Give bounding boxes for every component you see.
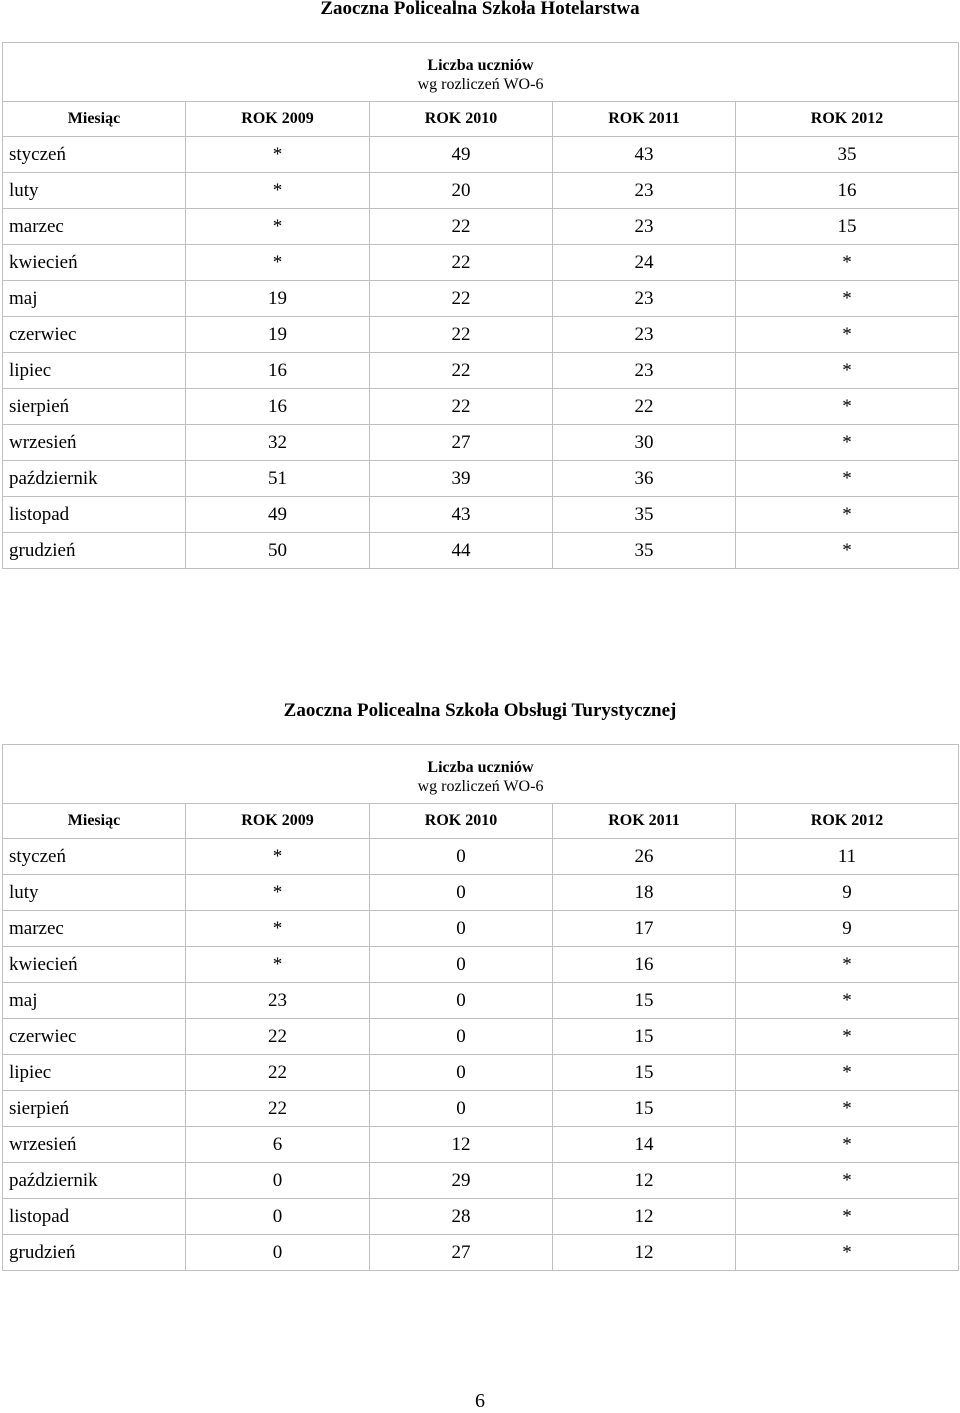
value-cell: 14 <box>553 1127 736 1163</box>
table-row <box>3 389 959 425</box>
value-cell: 24 <box>553 245 736 281</box>
value-cell: 16 <box>553 947 736 983</box>
table-hotelarstwa <box>2 42 959 569</box>
month-cell: październik <box>3 461 186 497</box>
table-row <box>3 1127 959 1163</box>
value-cell: 27 <box>370 425 553 461</box>
month-cell: sierpień <box>3 389 186 425</box>
column-header: ROK 2009 <box>186 102 370 137</box>
value-cell: 19 <box>186 317 370 353</box>
value-cell: * <box>186 911 370 947</box>
value-cell: 39 <box>370 461 553 497</box>
value-cell: * <box>736 281 959 317</box>
table-row <box>3 947 959 983</box>
header-cell <box>3 745 959 804</box>
value-cell: 0 <box>370 1091 553 1127</box>
month-cell: grudzień <box>3 533 186 569</box>
table-row <box>3 875 959 911</box>
value-cell: * <box>186 209 370 245</box>
month-cell: wrzesień <box>3 1127 186 1163</box>
month-cell: kwiecień <box>3 245 186 281</box>
value-cell: 35 <box>553 533 736 569</box>
table-row <box>3 1163 959 1199</box>
value-cell: 22 <box>370 281 553 317</box>
value-cell: 27 <box>370 1235 553 1271</box>
value-cell: 0 <box>186 1235 370 1271</box>
value-cell: 32 <box>186 425 370 461</box>
value-cell: 30 <box>553 425 736 461</box>
value-cell: 15 <box>553 1019 736 1055</box>
table-row <box>3 461 959 497</box>
column-header-row <box>3 804 959 839</box>
table-row <box>3 983 959 1019</box>
value-cell: 0 <box>370 1055 553 1091</box>
value-cell: * <box>736 983 959 1019</box>
value-cell: * <box>186 875 370 911</box>
value-cell: 23 <box>553 173 736 209</box>
value-cell: 12 <box>553 1199 736 1235</box>
column-header: Miesiąc <box>3 102 186 137</box>
value-cell: 26 <box>553 839 736 875</box>
month-cell: czerwiec <box>3 317 186 353</box>
page-number: 6 <box>475 1390 485 1412</box>
value-cell: 35 <box>553 497 736 533</box>
value-cell: * <box>736 1235 959 1271</box>
value-cell: * <box>736 1019 959 1055</box>
value-cell: 12 <box>370 1127 553 1163</box>
column-header: ROK 2011 <box>553 804 736 839</box>
table-row <box>3 1235 959 1271</box>
table-row <box>3 1019 959 1055</box>
value-cell: 44 <box>370 533 553 569</box>
value-cell: * <box>736 1055 959 1091</box>
month-cell: maj <box>3 281 186 317</box>
table-row <box>3 281 959 317</box>
month-cell: lipiec <box>3 1055 186 1091</box>
value-cell: 0 <box>186 1163 370 1199</box>
month-cell: luty <box>3 875 186 911</box>
value-cell: * <box>736 1163 959 1199</box>
value-cell: 0 <box>370 839 553 875</box>
value-cell: 16 <box>186 389 370 425</box>
value-cell: 15 <box>736 209 959 245</box>
table-row <box>3 425 959 461</box>
value-cell: * <box>736 317 959 353</box>
month-cell: styczeń <box>3 839 186 875</box>
value-cell: * <box>736 425 959 461</box>
value-cell: 22 <box>186 1055 370 1091</box>
value-cell: * <box>736 389 959 425</box>
value-cell: 23 <box>553 317 736 353</box>
value-cell: 22 <box>186 1091 370 1127</box>
column-header: ROK 2010 <box>370 804 553 839</box>
table-row <box>3 533 959 569</box>
month-cell: sierpień <box>3 1091 186 1127</box>
value-cell: * <box>736 461 959 497</box>
value-cell: 12 <box>553 1163 736 1199</box>
header-cell <box>3 43 959 102</box>
value-cell: 29 <box>370 1163 553 1199</box>
value-cell: 28 <box>370 1199 553 1235</box>
value-cell: * <box>186 947 370 983</box>
table-row <box>3 839 959 875</box>
month-cell: grudzień <box>3 1235 186 1271</box>
header-line1: Liczba uczniów <box>427 759 534 776</box>
table-row <box>3 353 959 389</box>
section-title-hotelarstwa: Zaoczna Policealna Szkoła Hotelarstwa <box>320 0 640 19</box>
value-cell: * <box>186 173 370 209</box>
column-header: ROK 2009 <box>186 804 370 839</box>
value-cell: * <box>736 1127 959 1163</box>
value-cell: 0 <box>370 911 553 947</box>
month-cell: listopad <box>3 1199 186 1235</box>
value-cell: * <box>736 1091 959 1127</box>
month-cell: maj <box>3 983 186 1019</box>
month-cell: lipiec <box>3 353 186 389</box>
value-cell: 23 <box>186 983 370 1019</box>
value-cell: 16 <box>186 353 370 389</box>
value-cell: 9 <box>736 875 959 911</box>
month-cell: styczeń <box>3 137 186 173</box>
month-cell: kwiecień <box>3 947 186 983</box>
value-cell: 12 <box>553 1235 736 1271</box>
value-cell: 19 <box>186 281 370 317</box>
value-cell: 15 <box>553 983 736 1019</box>
value-cell: 43 <box>553 137 736 173</box>
value-cell: * <box>736 1199 959 1235</box>
table-row <box>3 1091 959 1127</box>
table-row <box>3 317 959 353</box>
value-cell: * <box>186 137 370 173</box>
table-row <box>3 1199 959 1235</box>
month-cell: marzec <box>3 209 186 245</box>
value-cell: 51 <box>186 461 370 497</box>
table-row <box>3 209 959 245</box>
value-cell: 22 <box>553 389 736 425</box>
table-header-group <box>3 745 959 804</box>
month-cell: wrzesień <box>3 425 186 461</box>
value-cell: 18 <box>553 875 736 911</box>
column-header: ROK 2011 <box>553 102 736 137</box>
table-row <box>3 137 959 173</box>
value-cell: 20 <box>370 173 553 209</box>
value-cell: * <box>186 245 370 281</box>
value-cell: * <box>736 533 959 569</box>
value-cell: 9 <box>736 911 959 947</box>
column-header: ROK 2010 <box>370 102 553 137</box>
section-title-obslugi-turystycznej: Zaoczna Policealna Szkoła Obsługi Turystycznej <box>283 700 677 721</box>
value-cell: 0 <box>370 947 553 983</box>
header-line2: wg rozliczeń WO-6 <box>417 778 544 795</box>
column-header-row <box>3 102 959 137</box>
value-cell: * <box>736 947 959 983</box>
column-header: ROK 2012 <box>736 102 959 137</box>
value-cell: 22 <box>370 245 553 281</box>
value-cell: 0 <box>370 1019 553 1055</box>
value-cell: 0 <box>370 983 553 1019</box>
value-cell: 49 <box>370 137 553 173</box>
value-cell: 0 <box>186 1199 370 1235</box>
header-line1: Liczba uczniów <box>427 57 534 74</box>
value-cell: 23 <box>553 209 736 245</box>
table-row <box>3 1055 959 1091</box>
value-cell: 15 <box>553 1055 736 1091</box>
value-cell: 11 <box>736 839 959 875</box>
table-row <box>3 173 959 209</box>
table-row <box>3 497 959 533</box>
month-cell: czerwiec <box>3 1019 186 1055</box>
value-cell: 17 <box>553 911 736 947</box>
month-cell: listopad <box>3 497 186 533</box>
value-cell: 22 <box>370 209 553 245</box>
table-row <box>3 911 959 947</box>
value-cell: 49 <box>186 497 370 533</box>
value-cell: 0 <box>370 875 553 911</box>
value-cell: 35 <box>736 137 959 173</box>
month-cell: marzec <box>3 911 186 947</box>
value-cell: * <box>736 353 959 389</box>
value-cell: 15 <box>553 1091 736 1127</box>
month-cell: październik <box>3 1163 186 1199</box>
value-cell: 23 <box>553 281 736 317</box>
month-cell: luty <box>3 173 186 209</box>
value-cell: 22 <box>186 1019 370 1055</box>
value-cell: 22 <box>370 353 553 389</box>
value-cell: * <box>736 497 959 533</box>
value-cell: 43 <box>370 497 553 533</box>
value-cell: 23 <box>553 353 736 389</box>
value-cell: * <box>736 245 959 281</box>
value-cell: * <box>186 839 370 875</box>
column-header: Miesiąc <box>3 804 186 839</box>
table-obslugi-turystycznej <box>2 744 959 1271</box>
table-row <box>3 245 959 281</box>
value-cell: 50 <box>186 533 370 569</box>
value-cell: 16 <box>736 173 959 209</box>
value-cell: 22 <box>370 317 553 353</box>
value-cell: 36 <box>553 461 736 497</box>
column-header: ROK 2012 <box>736 804 959 839</box>
value-cell: 6 <box>186 1127 370 1163</box>
value-cell: 22 <box>370 389 553 425</box>
table-header-group <box>3 43 959 102</box>
header-line2: wg rozliczeń WO-6 <box>417 76 544 93</box>
